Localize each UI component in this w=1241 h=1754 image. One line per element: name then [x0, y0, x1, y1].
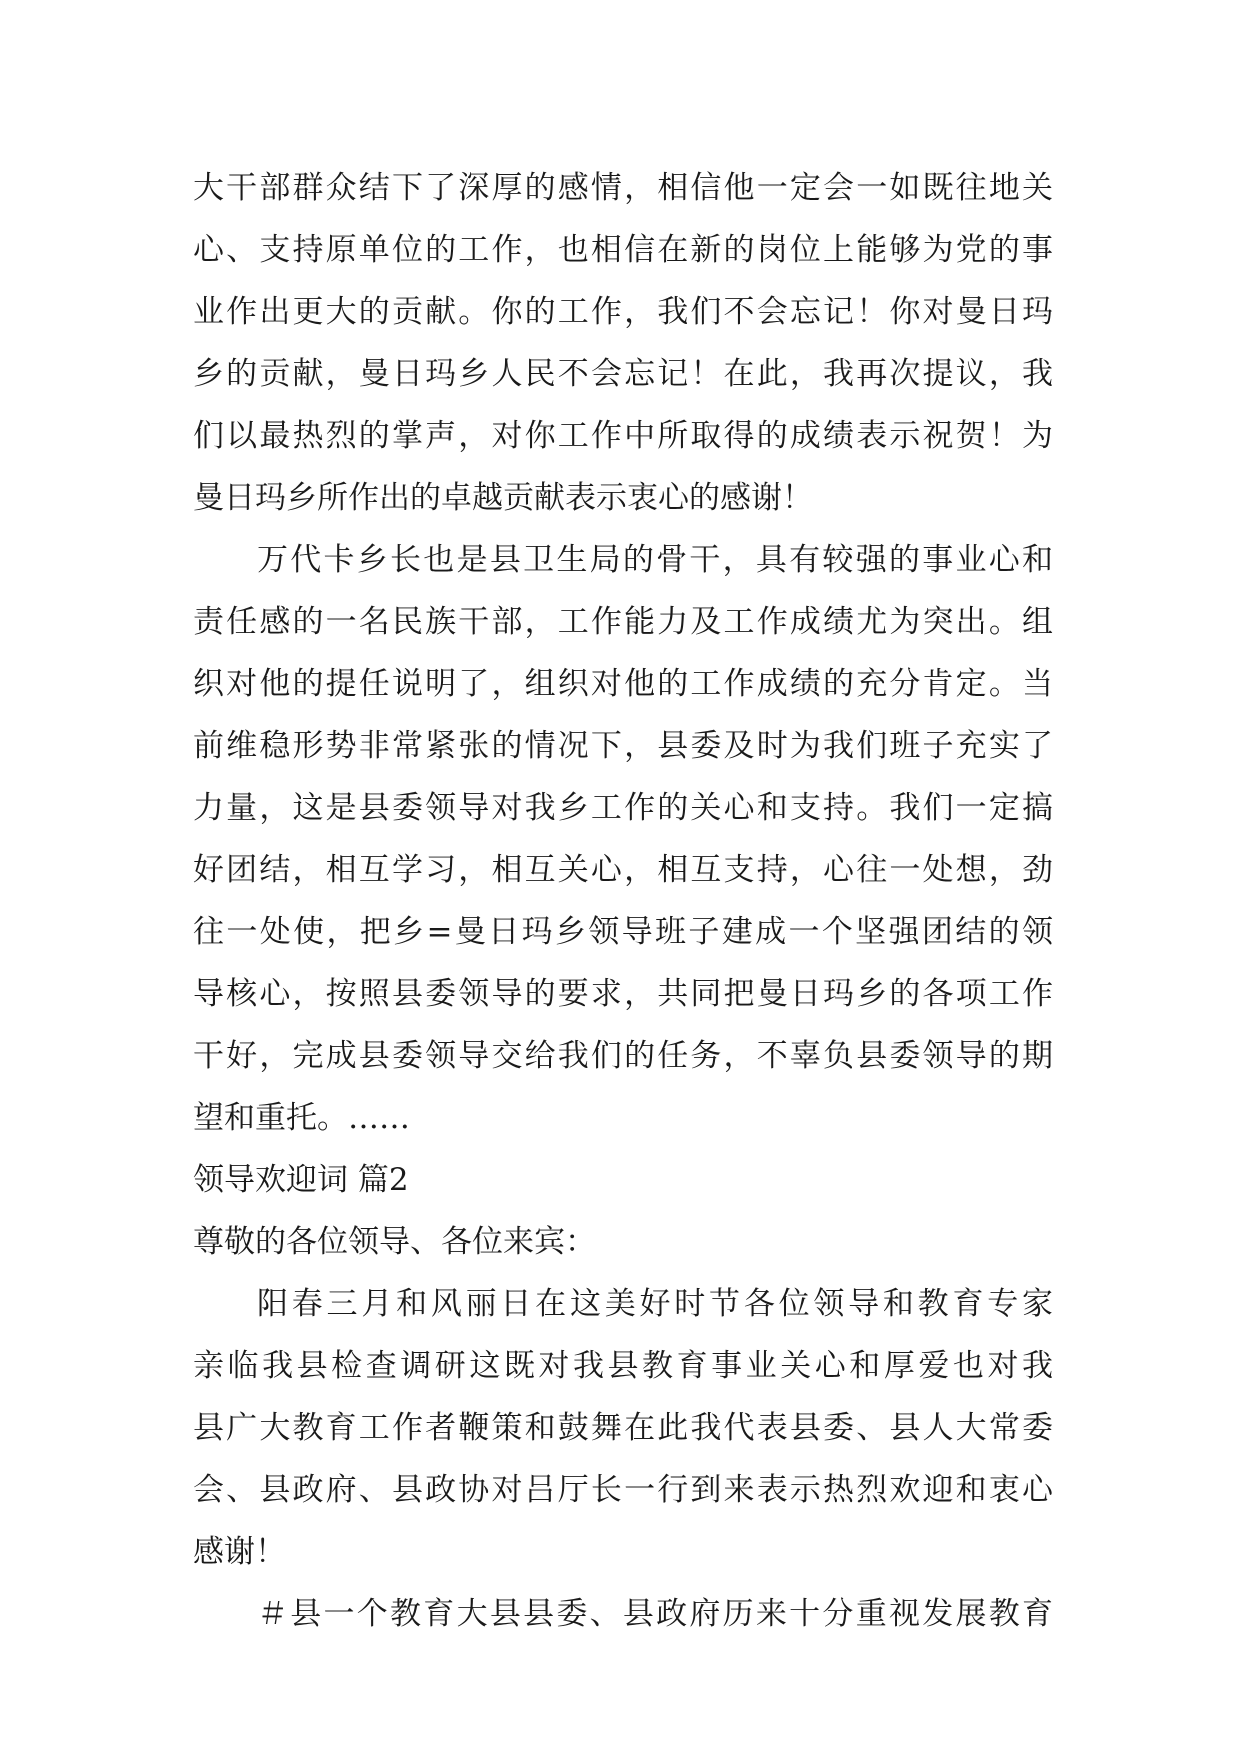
body-line: 亲临我县检查调研这既对我县教育事业关心和厚爱也对我	[193, 1348, 1053, 1384]
body-line: 前维稳形势非常紧张的情况下，县委及时为我们班子充实了	[193, 728, 1053, 764]
body-line: 干好，完成县委领导交给我们的任务，不辜负县委领导的期	[193, 1038, 1053, 1074]
body-line: 望和重托。……	[193, 1100, 410, 1136]
body-line: 会、县政府、县政协对吕厅长一行到来表示热烈欢迎和衷心	[193, 1472, 1053, 1508]
body-line: 织对他的提任说明了，组织对他的工作成绩的充分肯定。当	[193, 666, 1053, 702]
paragraph-first-line: 阳春三月和风丽日在这美好时节各位领导和教育专家	[257, 1286, 1053, 1322]
body-line: 好团结，相互学习，相互关心，相互支持，心往一处想，劲	[193, 852, 1053, 888]
paragraph-first-line: 万代卡乡长也是县卫生局的骨干，具有较强的事业心和	[257, 542, 1053, 578]
body-line: 往一处使，把乡=曼日玛乡领导班子建成一个坚强团结的领	[193, 914, 1053, 950]
body-line: 感谢！	[193, 1534, 286, 1570]
body-line: 曼日玛乡所作出的卓越贡献表示衷心的感谢！	[193, 480, 813, 516]
body-line: 心、支持原单位的工作，也相信在新的岗位上能够为党的事	[193, 232, 1053, 268]
body-line: 业作出更大的贡献。你的工作，我们不会忘记！你对曼日玛	[193, 294, 1053, 330]
salutation: 尊敬的各位领导、各位来宾：	[193, 1224, 596, 1260]
section-heading: 领导欢迎词 篇2	[193, 1162, 409, 1198]
body-line: 导核心，按照县委领导的要求，共同把曼日玛乡的各项工作	[193, 976, 1053, 1012]
body-line: 们以最热烈的掌声，对你工作中所取得的成绩表示祝贺！为	[193, 418, 1053, 454]
paragraph-first-line: ＃县一个教育大县县委、县政府历来十分重视发展教育	[257, 1596, 1053, 1632]
body-line: 力量，这是县委领导对我乡工作的关心和支持。我们一定搞	[193, 790, 1053, 826]
body-line: 责任感的一名民族干部，工作能力及工作成绩尤为突出。组	[193, 604, 1053, 640]
body-line: 乡的贡献，曼日玛乡人民不会忘记！在此，我再次提议，我	[193, 356, 1053, 392]
body-line: 大干部群众结下了深厚的感情，相信他一定会一如既往地关	[193, 170, 1053, 206]
body-line: 县广大教育工作者鞭策和鼓舞在此我代表县委、县人大常委	[193, 1410, 1053, 1446]
